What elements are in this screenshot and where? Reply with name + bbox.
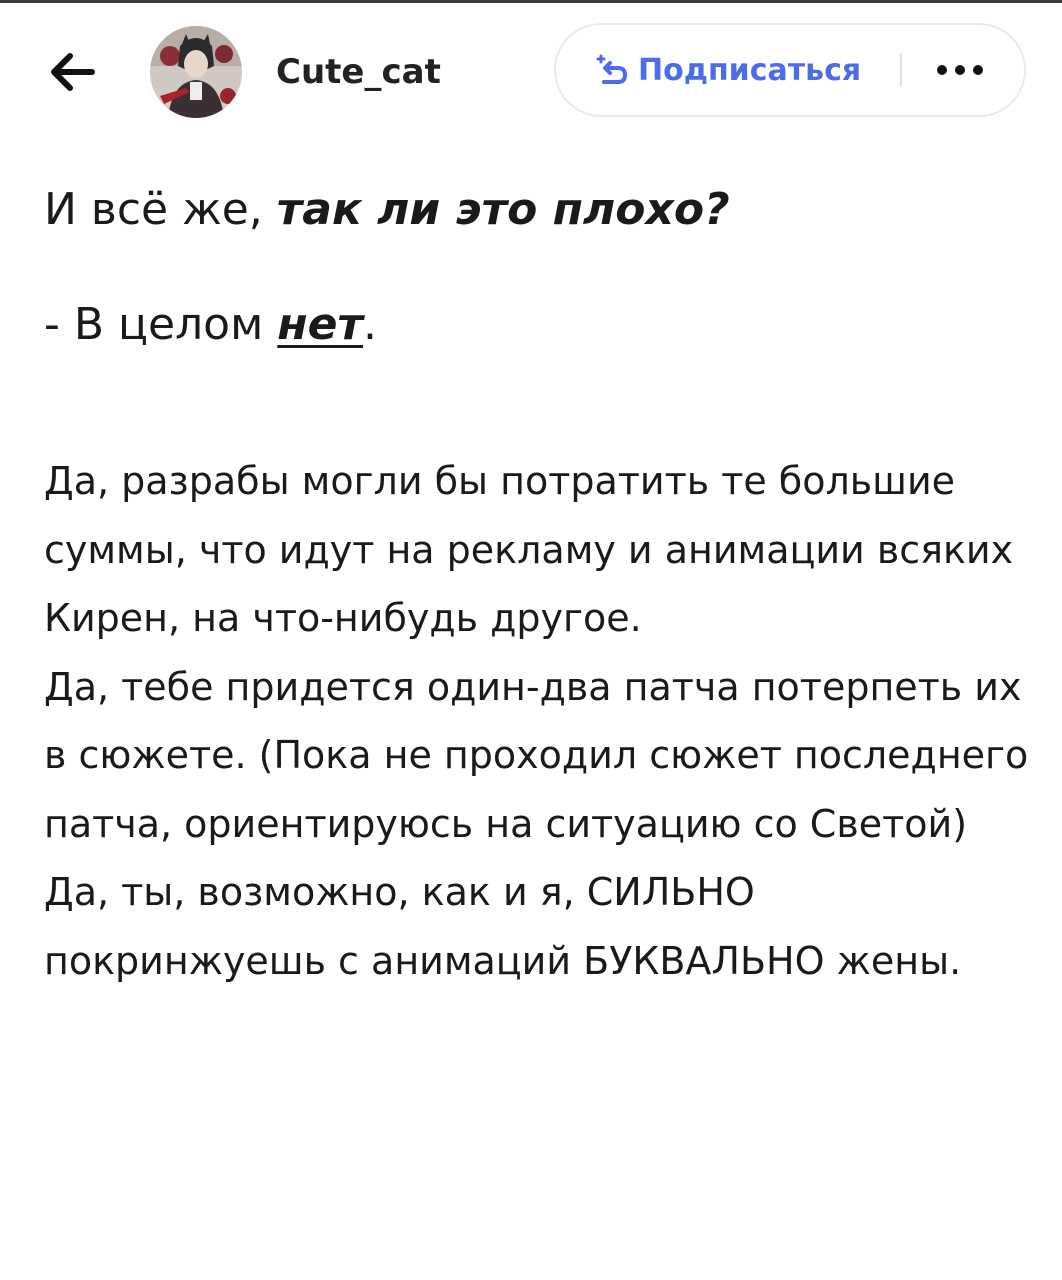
username[interactable]: Cute_cat <box>276 52 441 92</box>
more-dots-icon <box>937 65 947 75</box>
heading-plain: И всё же, <box>44 184 277 235</box>
post-subline <box>44 295 1034 355</box>
avatar[interactable] <box>150 26 242 118</box>
more-dot <box>973 65 983 75</box>
post-heading <box>44 180 1034 240</box>
paragraph: Да, разрабы могли бы потратить те большие суммы, что идут на рекламу и анимации всяких Кирен, на что-нибудь другое. <box>44 459 1014 640</box>
subscribe-label: Подписаться <box>638 52 862 88</box>
more-button[interactable] <box>924 47 996 93</box>
paragraph: Да, тебе придется один-два патча потерпеть их в сюжете. (Пока не проходил сюжет последнего патча, ориентируюсь на ситуацию со Светой) <box>44 664 1029 846</box>
post-header <box>0 20 1062 124</box>
subscribe-pill <box>554 23 1026 117</box>
pill-divider <box>900 53 902 87</box>
heading-emphasis: так ли это плохо? <box>276 184 730 235</box>
follow-icon <box>594 52 630 88</box>
subline-emphasis: нет <box>277 299 364 350</box>
post-content <box>44 180 1034 995</box>
subline-suffix: . <box>363 299 378 350</box>
post-body <box>44 447 1034 995</box>
more-dot <box>955 65 965 75</box>
subscribe-button[interactable] <box>594 25 861 115</box>
top-divider <box>0 0 1062 3</box>
subline-prefix: - В целом <box>44 299 278 350</box>
avatar-image <box>150 26 242 118</box>
arrow-left-icon <box>46 50 98 94</box>
paragraph: Да, ты, возможно, как и я, СИЛЬНО покринжуешь с анимаций БУКВАЛЬНО жены. <box>44 870 962 983</box>
back-button[interactable] <box>40 46 104 98</box>
